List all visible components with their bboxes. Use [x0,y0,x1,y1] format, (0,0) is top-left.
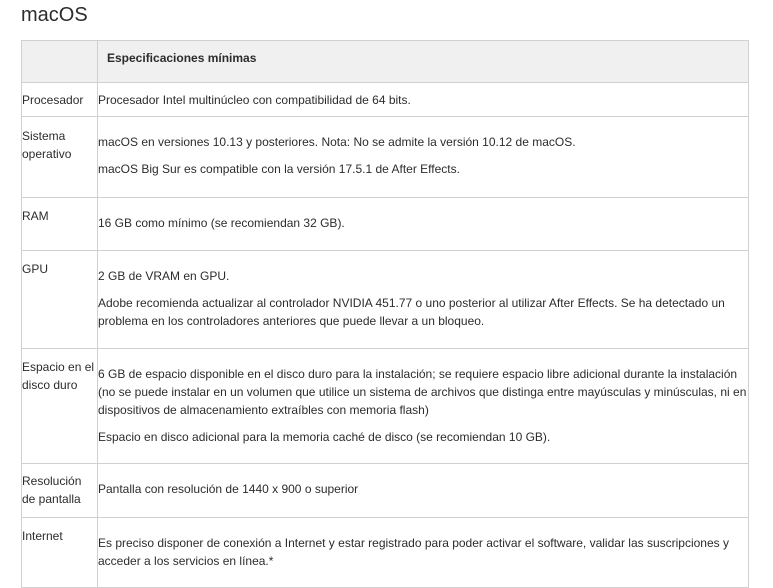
row-label: Resolución de pantalla [22,464,98,518]
row-paragraph: Espacio en disco adicional para la memoria caché de disco (se recomiendan 10 GB). [98,430,551,444]
table-row [22,83,749,117]
row-paragraph: macOS en versiones 10.13 y posteriores. Nota: No se admite la versión 10.12 de macOS. [98,135,576,149]
header-specs-cell: Especificaciones mínimas [98,41,749,83]
table-header-row [22,41,749,83]
row-value [98,198,749,251]
row-label: Espacio en el disco duro [22,349,98,464]
table-row [22,464,749,518]
section-title: macOS [21,4,88,26]
row-paragraph: 6 GB de espacio disponible en el disco duro para la instalación; se requiere espacio libre adicional durante la instalación (no se puede instalar en un volumen que utilice un sistema de archivos que distinga entre mayúsculas y minúsculas, ni en dispositivos de almacenamiento extraíbles con memoria flash) [98,367,747,417]
table-row [22,198,749,251]
row-value [98,251,749,349]
row-label: Internet [22,518,98,588]
row-paragraph: Es preciso disponer de conexión a Internet y estar registrado para poder activar el software, validar las suscripciones y acceder a los servicios en línea.* [98,536,729,568]
table-row [22,251,749,349]
row-value [98,518,749,588]
row-paragraph: macOS Big Sur es compatible con la versión 17.5.1 de After Effects. [98,162,460,176]
table-row [22,518,749,588]
table-row [22,117,749,198]
row-value [98,349,749,464]
row-value [98,117,749,198]
row-label: Procesador [22,83,98,117]
row-paragraph: 2 GB de VRAM en GPU. [98,269,230,283]
row-label: RAM [22,198,98,251]
row-label: GPU [22,251,98,349]
row-label: Sistema operativo [22,117,98,198]
row-paragraph: Procesador Intel multinúcleo con compatibilidad de 64 bits. [98,93,411,107]
header-empty-cell [22,41,98,83]
row-value [98,83,749,117]
row-value [98,464,749,518]
specs-table [21,40,749,588]
table-row [22,349,749,464]
row-paragraph: 16 GB como mínimo (se recomiendan 32 GB). [98,216,345,230]
row-paragraph: Adobe recomienda actualizar al controlador NVIDIA 451.77 o uno posterior al utilizar After Effects. Se ha detectado un problema en los controladores anteriores que puede llevar a un bloqueo. [98,296,725,328]
row-paragraph: Pantalla con resolución de 1440 x 900 o superior [98,482,359,496]
